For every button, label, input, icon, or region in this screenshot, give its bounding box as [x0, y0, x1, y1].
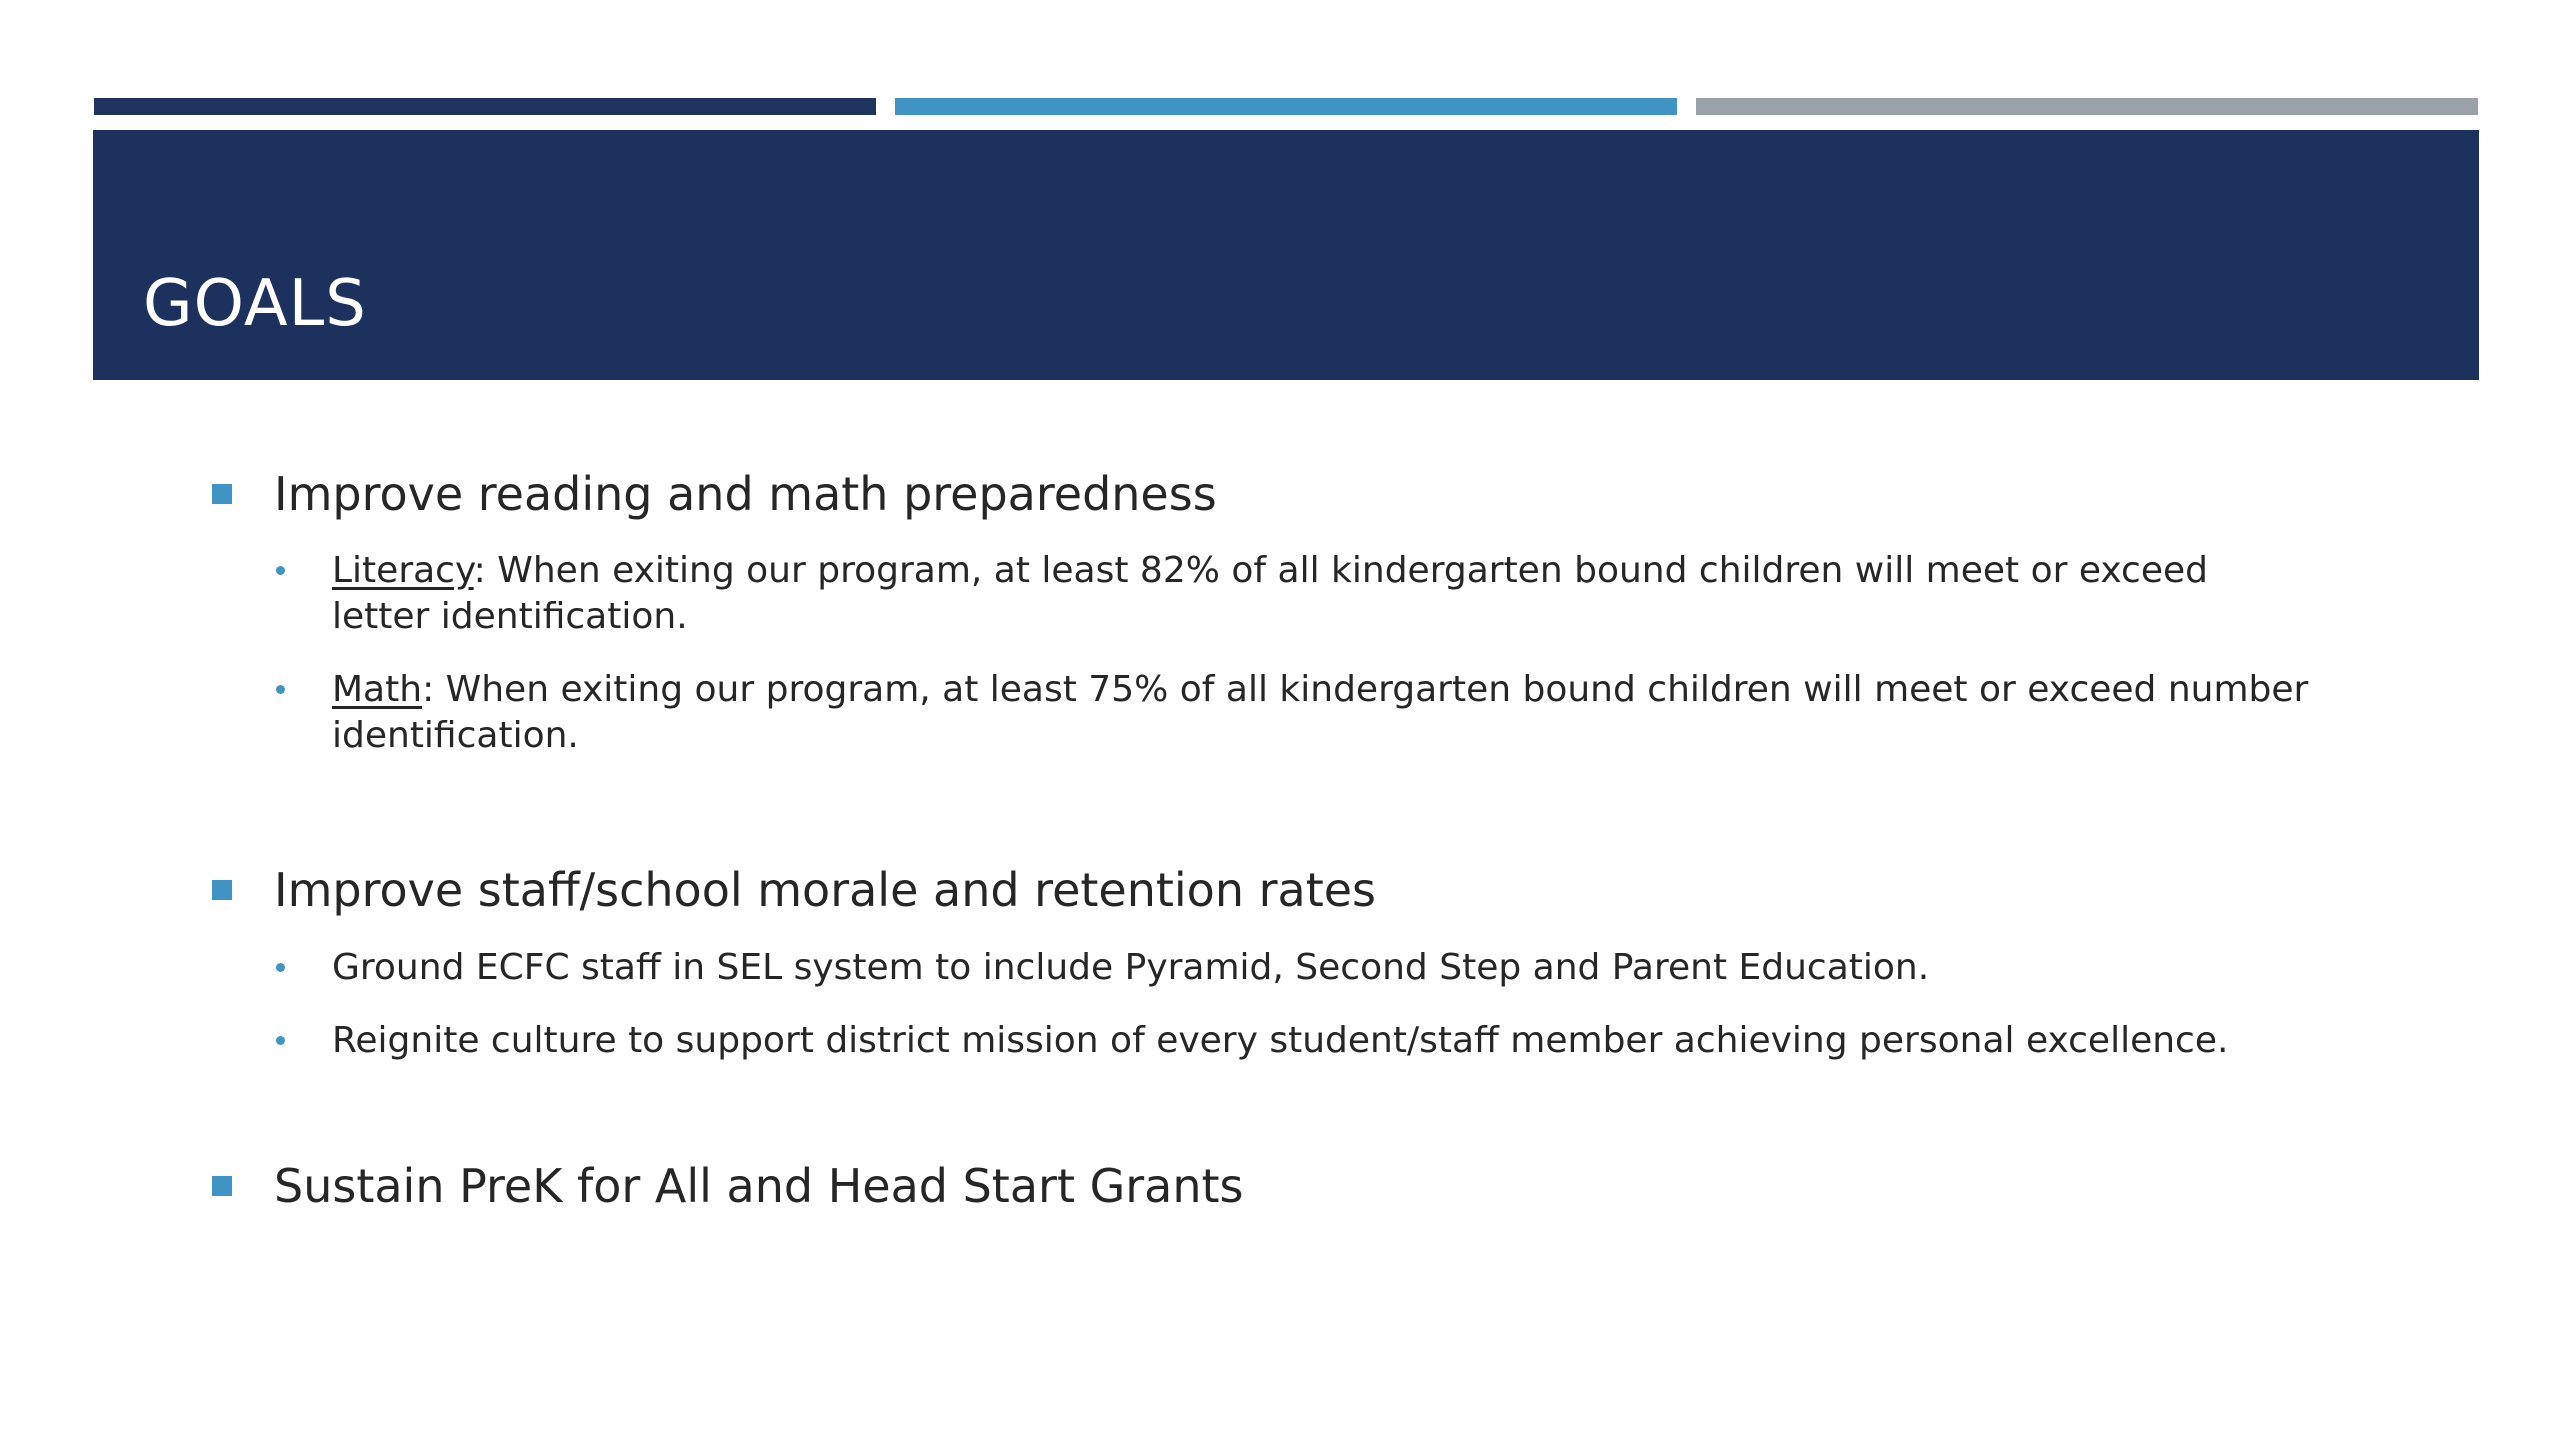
goal-heading: Improve reading and math preparedness — [274, 467, 1217, 521]
subgoal-separator: : — [473, 550, 486, 591]
dot-bullet-icon — [276, 1036, 285, 1045]
subgoal-text: Reignite culture to support district mission of every student/staff member achieving personal excellence. — [332, 1020, 2229, 1061]
subgoal-text — [332, 667, 2312, 759]
square-bullet-icon — [212, 880, 232, 900]
goal-heading: Improve staff/school morale and retention rates — [274, 863, 1377, 917]
subgoal-separator: : — [422, 669, 435, 710]
goal-heading: Sustain PreK for All and Head Start Grants — [274, 1159, 1244, 1213]
slide-title: GOALS — [143, 267, 367, 341]
square-bullet-icon — [212, 1176, 232, 1196]
subgoal-body: When exiting our program, at least 75% of all kindergarten bound children will meet or exceed number identification. — [332, 669, 2309, 756]
dot-bullet-icon — [276, 566, 285, 575]
subgoal-label: Literacy — [332, 550, 474, 591]
square-bullet-icon — [212, 484, 232, 504]
subgoal-label: Math — [332, 669, 423, 710]
subgoal-body: When exiting our program, at least 82% of all kindergarten bound children will meet or exceed letter identification. — [332, 550, 2208, 637]
subgoal-text: Ground ECFC staff in SEL system to include Pyramid, Second Step and Parent Education. — [332, 947, 1930, 988]
dot-bullet-icon — [276, 963, 285, 972]
subgoal-text — [332, 548, 2312, 640]
dot-bullet-icon — [276, 685, 285, 694]
